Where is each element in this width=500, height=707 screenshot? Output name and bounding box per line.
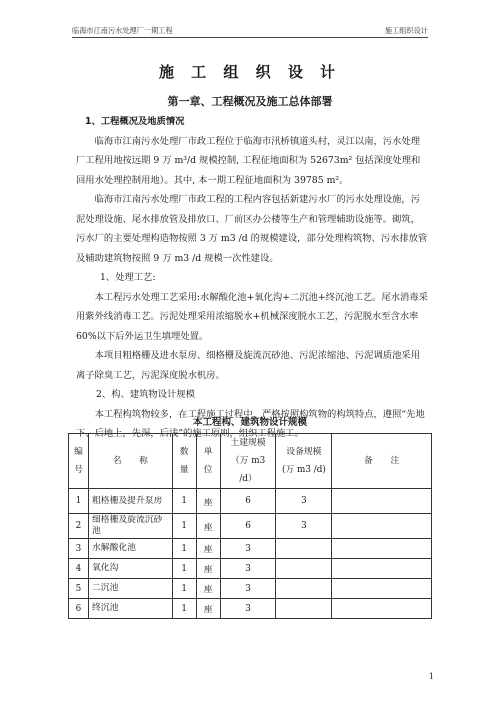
page-number: 1 [428, 672, 434, 681]
table-cell: 3 [220, 579, 276, 599]
table-cell: 细格栅及旋流沉砂池 [88, 514, 172, 539]
design-scale-table [68, 433, 432, 619]
table-cell: 座 [196, 489, 220, 514]
table-cell: 座 [196, 599, 220, 619]
table-cell: 二沉池 [88, 579, 172, 599]
table-cell: 1 [172, 539, 196, 559]
table-cell: 1 [69, 489, 89, 514]
table-cell: 座 [196, 579, 220, 599]
table-cell [332, 539, 432, 559]
table-row [69, 599, 432, 619]
col-header-qty: 数 量 [172, 434, 196, 489]
table-cell: 3 [276, 514, 332, 539]
table-row [69, 539, 432, 559]
table-cell: 1 [172, 559, 196, 579]
table-cell [276, 599, 332, 619]
table-cell: 6 [220, 489, 276, 514]
table-row [69, 579, 432, 599]
table-cell: 1 [172, 579, 196, 599]
table-cell [332, 514, 432, 539]
table-cell [332, 579, 432, 599]
table-cell: 4 [69, 559, 89, 579]
table-cell: 水解酸化池 [88, 539, 172, 559]
paragraph: 本项目粗格栅及进水泵房、细格栅及旋流沉砂池、污泥浓缩池、污泥调质池采用离子除臭工艺，污泥深度脱水机房。 [76, 350, 420, 381]
table-row [69, 514, 432, 539]
paragraph: 本工程构筑物较多，在工程施工过程中，严格按照构筑物的构筑特点，遵照“先地下、后地上，先深，后浅”的施工原则，组织工程施工。 [76, 408, 425, 439]
header-rule [72, 37, 428, 38]
table-cell [332, 599, 432, 619]
paragraph: 临海市江南污水处理厂市政工程位于临海市汛桥镇道头村，灵江以南，污水处理厂工程用地按远期 9 万 m³/d 规模控制, 工程征地面积为 52673m² 包括深度处理和回用水处理控制用地）。其中, 本一期工程征地面积为 39785 m²。 [76, 135, 421, 186]
table-cell [276, 559, 332, 579]
table-cell: 氧化沟 [88, 559, 172, 579]
table-cell: 3 [276, 489, 332, 514]
table-cell: 座 [196, 539, 220, 559]
table-row [69, 559, 432, 579]
section-heading: 1、工程概况及地质情况 [85, 116, 185, 127]
table-cell [276, 579, 332, 599]
col-header-name: 名 称 [88, 434, 172, 489]
col-header-remark: 备 注 [332, 434, 432, 489]
table-row [69, 489, 432, 514]
subsection-heading: 2、构、建筑物设计规模 [96, 389, 195, 400]
table-cell: 座 [196, 514, 220, 539]
table-cell: 3 [69, 539, 89, 559]
table-cell: 1 [172, 599, 196, 619]
table-cell: 1 [172, 489, 196, 514]
paragraph: 本工程污水处理工艺采用:水解酸化池+氧化沟+二沉池+终沉池工艺。尾水消毒采用紫外线消毒工艺。污泥处理采用浓缩脱水+机械深度脱水工艺，污泥脱水至含水率 60%以下后外运卫生填埋处置。 [76, 291, 428, 342]
col-header-no: 编 号 [69, 434, 89, 489]
table-header-row [69, 434, 432, 489]
table-cell: 3 [220, 599, 276, 619]
table-cell: 5 [69, 579, 89, 599]
document-title: 施 工 组 织 设 计 [158, 63, 342, 81]
col-header-unit: 单 位 [196, 434, 220, 489]
subsection-heading: 1、处理工艺: [100, 272, 156, 283]
col-header-civil-scale: 土建规模 （万 m3 /d） [220, 434, 276, 489]
table-cell: 终沉池 [88, 599, 172, 619]
table-cell: 3 [220, 539, 276, 559]
table-cell: 粗格栅及提升泵房 [88, 489, 172, 514]
table-cell [332, 489, 432, 514]
table-cell: 座 [196, 559, 220, 579]
table-cell [276, 539, 332, 559]
paragraph: 临海市江南污水处理厂市政工程的工程内容包括新建污水厂的污水处理设施，污泥处理设施、尾水排放管及排放口、厂前区办公楼等生产和管理辅助设施等。砌筑，污水厂的主要处理构造物按照 3 万 m3 /d 的规模建设，部分处理构筑物、污水排放管及辅助建筑物按照 9 万 m3 /d 规模一次性建设。 [76, 194, 428, 264]
page-header [72, 22, 428, 36]
table-title: 本工程构、建筑物设计规模 [192, 417, 307, 428]
header-project-name: 临海市江南污水处理厂一期工程 [72, 26, 173, 35]
table-cell: 2 [69, 514, 89, 539]
table-cell: 3 [220, 559, 276, 579]
chapter-heading: 第一章、工程概况及施工总体部署 [167, 95, 333, 108]
header-doc-type: 施工组织设计 [384, 26, 428, 35]
table-cell: 1 [172, 514, 196, 539]
table-cell [332, 559, 432, 579]
table-cell: 6 [220, 514, 276, 539]
table-cell: 6 [69, 599, 89, 619]
col-header-equip-scale: 设备规模 (万 m3 /d) [276, 434, 332, 489]
section-overview [76, 112, 428, 444]
